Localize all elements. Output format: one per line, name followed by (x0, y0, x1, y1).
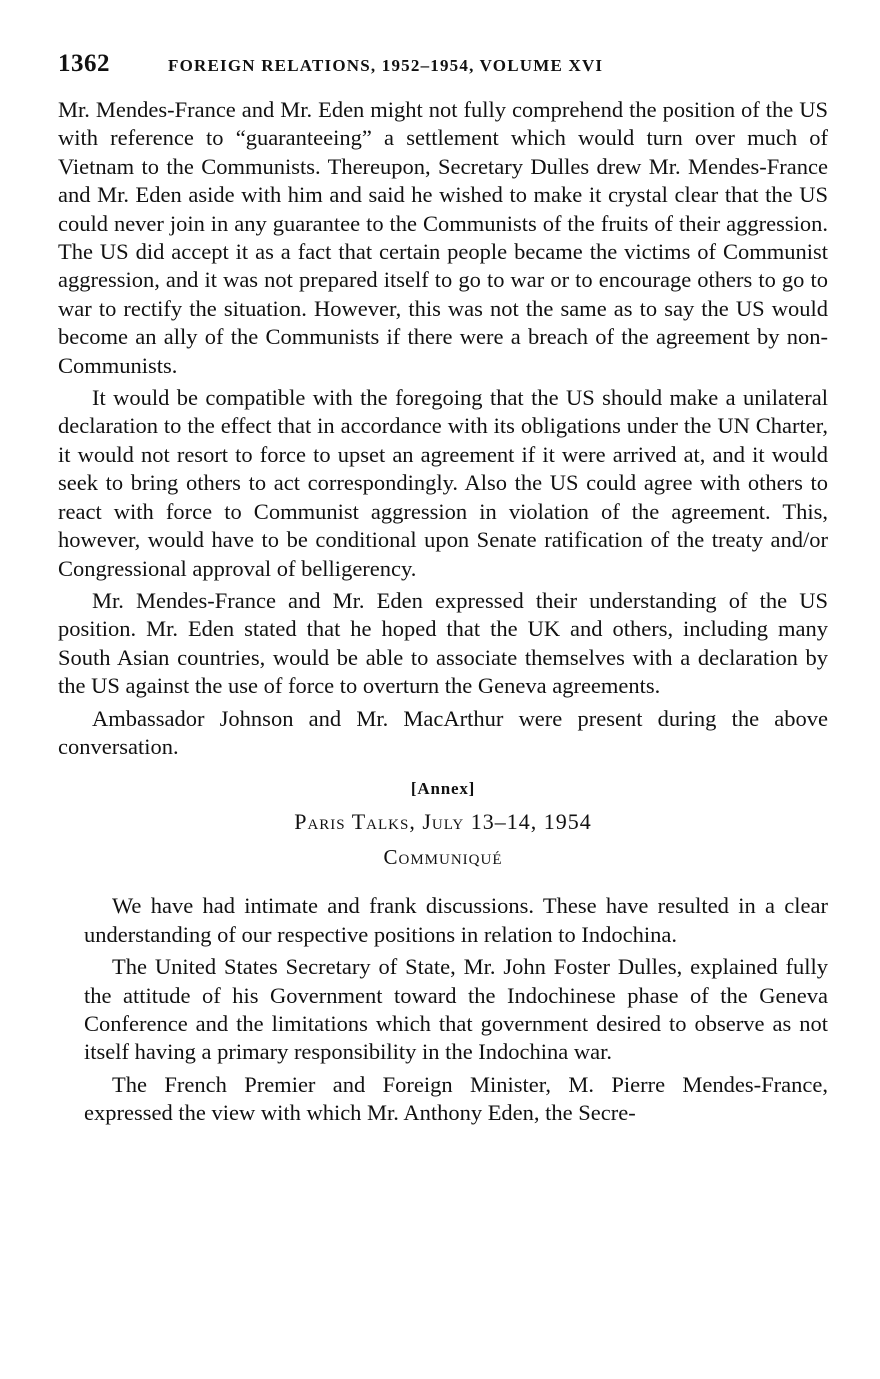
paragraph-continuation: Mr. Mendes-France and Mr. Eden might not fully comprehend the position of the US with reference to “guaranteeing” a settlement which would turn over much of Vietnam to the Communists. Thereupon, Secretary Dulles drew Mr. Mendes-France and Mr. Eden aside with him and said he wished to make it crystal clear that the US could never join in any guarantee to the Communists of the fruits of their aggression. The US did accept it as a fact that certain people became the victims of Communist aggression, and it was not prepared itself to go to war or to encourage others to go to war to rectify the situation. However, this was not the same as to say the US would become an ally of the Communists if there were a breach of the agreement by non-Communists. (58, 97, 828, 378)
page-number: 1362 (58, 50, 110, 77)
annex-heading: Paris Talks, July 13–14, 1954 (294, 809, 592, 835)
document-page (58, 50, 828, 1128)
paragraph: We have had intimate and frank discussions. These have resulted in a clear understanding of our respective positions in relation to Indochina. (84, 893, 828, 947)
running-title: FOREIGN RELATIONS, 1952–1954, VOLUME XVI (168, 56, 604, 75)
paragraph: The French Premier and Foreign Minister, M. Pierre Mendes-France, expressed the view with which Mr. Anthony Eden, the Secre- (84, 1071, 828, 1126)
communique-heading: Communiqué (383, 845, 503, 870)
annex-label: [Annex] (410, 779, 476, 799)
running-header (58, 50, 828, 90)
paragraph: Mr. Mendes-France and Mr. Eden expressed their understanding of the US position. Mr. Eden stated that he hoped that the UK and others, including many South Asian countries, would be able to associate themselves with a declaration by the US against the use of force to overturn the Geneva agreements. (58, 587, 828, 699)
paragraph: It would be compatible with the foregoing that the US should make a unilateral declaration to the effect that in accordance with its obligations under the UN Charter, it would not resort to force to upset an agreement if it were arrived at, and it would seek to bring others to act correspondingly. Also the US could agree with others to react with force to Communist aggression in violation of the agreement. This, however, would have to be conditional upon Senate ratification of the treaty and/or Congressional approval of belligerency. (58, 385, 828, 581)
paragraph: Ambassador Johnson and Mr. MacArthur were present during the above conversation. (58, 705, 828, 759)
communique-text (58, 892, 828, 1127)
body-text (58, 96, 828, 761)
paragraph: The United States Secretary of State, Mr. John Foster Dulles, explained fully the attitude of his Government toward the Indochinese phase of the Geneva Conference and the limitations which that government desired to observe as not itself having a primary responsibility in the Indochina war. (84, 954, 828, 1065)
